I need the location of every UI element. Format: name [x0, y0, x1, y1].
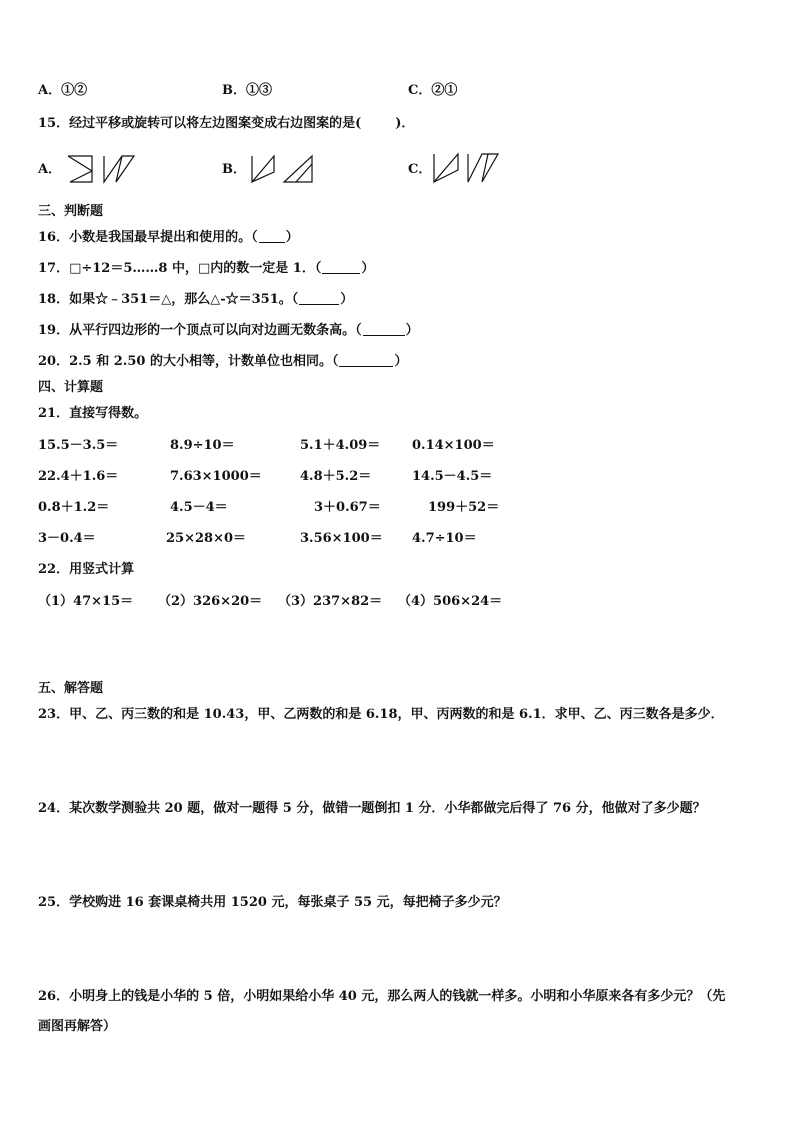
option-a-left-diagonal	[68, 156, 92, 171]
q20-answer-blank[interactable]	[339, 354, 393, 367]
q26-line1: 26．小明身上的钱是小华的 5 倍，小明如果给小华 40 元，那么两人的钱就一样多。小明和小华原来各有多少元？（先	[38, 989, 726, 1004]
option-a-right-shape	[104, 156, 134, 182]
q14-option-a-letter: A．	[38, 83, 62, 98]
q21-r3-c4: 199＋52＝	[428, 500, 500, 515]
option-c-right-shape	[468, 154, 498, 182]
option-b-left-shape	[252, 156, 274, 182]
option-a-figure	[66, 150, 136, 188]
q26-line2: 画图再解答）	[38, 1019, 117, 1034]
q19	[38, 322, 419, 340]
q16-answer-blank[interactable]	[259, 230, 285, 243]
option-a-left-diagonal-2	[70, 171, 92, 182]
q21-r4-c3: 3.56×100＝	[300, 531, 383, 546]
q15-option-b-letter: B．	[222, 162, 246, 177]
q20-text: 20．2.5 和 2.50 的大小相等，计数单位也相同。（	[38, 354, 339, 369]
q16	[38, 229, 299, 247]
q14-option-a-text: ①②	[61, 83, 88, 98]
q15-text-end: )．	[395, 116, 415, 131]
section5-title: 五、解答题	[38, 681, 104, 696]
q21-r1-c1: 15.5－3.5＝	[38, 438, 119, 453]
section3-title: 三、判断题	[38, 204, 104, 219]
q22-item-3: （3）237×82＝	[278, 594, 383, 609]
q14-option-c-letter: C．	[408, 83, 432, 98]
q14-option-c	[408, 82, 457, 100]
q14-option-c-text: ②①	[431, 83, 458, 98]
q14-option-b-text: ①③	[246, 83, 273, 98]
q15-text: 经过平移或旋转可以将左边图案变成右边图案的是(	[69, 116, 362, 131]
section4-title: 四、计算题	[38, 380, 104, 395]
q21-r2-c3: 4.8＋5.2＝	[300, 469, 372, 484]
q17-answer-blank[interactable]	[322, 261, 360, 274]
q21-title: 21．直接写得数。	[38, 406, 148, 421]
q16-text: 16．小数是我国最早提出和使用的。（	[38, 230, 258, 245]
q21-r1-c2: 8.9÷10＝	[170, 438, 235, 453]
q15-option-c-letter: C．	[408, 162, 432, 177]
option-b-figure	[250, 150, 320, 188]
option-c-figure	[432, 150, 502, 188]
q19-text: 19．从平行四边形的一个顶点可以向对边画无数条高。（	[38, 323, 362, 338]
q18-close: ）	[340, 292, 354, 307]
q17-close: ）	[361, 261, 375, 276]
q14-option-b-letter: B．	[222, 83, 246, 98]
q19-answer-blank[interactable]	[363, 323, 405, 336]
q14-option-b	[222, 82, 272, 100]
q21-r4-c2: 25×28×0＝	[166, 531, 247, 546]
q18-text: 18．如果☆﹣351＝△，那么△-☆＝351。（	[38, 292, 299, 307]
q19-close: ）	[405, 323, 419, 338]
q21-r1-c4: 0.14×100＝	[412, 438, 495, 453]
q21-r4-c1: 3－0.4＝	[38, 531, 96, 546]
q14-option-a	[38, 82, 87, 100]
q24: 24．某次数学测验共 20 题，做对一题得 5 分，做错一题倒扣 1 分．小华都做完后得了 76 分，他做对了多少题？	[38, 801, 706, 816]
q18	[38, 291, 353, 309]
q21-r3-c2: 4.5－4＝	[170, 500, 228, 515]
q21-r2-c4: 14.5－4.5＝	[412, 469, 493, 484]
q23: 23．甲、乙、丙三数的和是 10.43，甲、乙两数的和是 6.18，甲、丙两数的和是 6.1．求甲、乙、丙三数各是多少．	[38, 707, 724, 722]
option-c-left-shape	[434, 154, 458, 182]
q21-r2-c2: 7.63×1000＝	[170, 469, 262, 484]
q22-item-4: （4）506×24＝	[398, 594, 503, 609]
q17	[38, 260, 374, 278]
q25: 25．学校购进 16 套课桌椅共用 1520 元，每张桌子 55 元，每把椅子多少元？	[38, 895, 507, 910]
q21-r3-c3: 3＋0.67＝	[314, 500, 381, 515]
q21-r4-c4: 4.7÷10＝	[412, 531, 477, 546]
q17-text: 17．□÷12＝5……8 中，□内的数一定是 1．（	[38, 261, 322, 276]
q21-r2-c1: 22.4＋1.6＝	[38, 469, 119, 484]
q15-number: 15．	[38, 116, 70, 131]
q20	[38, 353, 407, 371]
q22-item-1: （1）47×15＝	[38, 594, 134, 609]
q15-option-a-letter: A．	[38, 162, 62, 177]
q20-close: ）	[394, 354, 408, 369]
q21-r3-c1: 0.8＋1.2＝	[38, 500, 110, 515]
q16-close: ）	[285, 230, 299, 245]
q21-r1-c3: 5.1＋4.09＝	[300, 438, 381, 453]
q15-question	[38, 115, 414, 133]
q22-item-2: （2）326×20＝	[158, 594, 263, 609]
option-b-right-diagonal	[296, 164, 312, 182]
q22-title: 22．用竖式计算	[38, 562, 135, 577]
q18-answer-blank[interactable]	[299, 292, 339, 305]
